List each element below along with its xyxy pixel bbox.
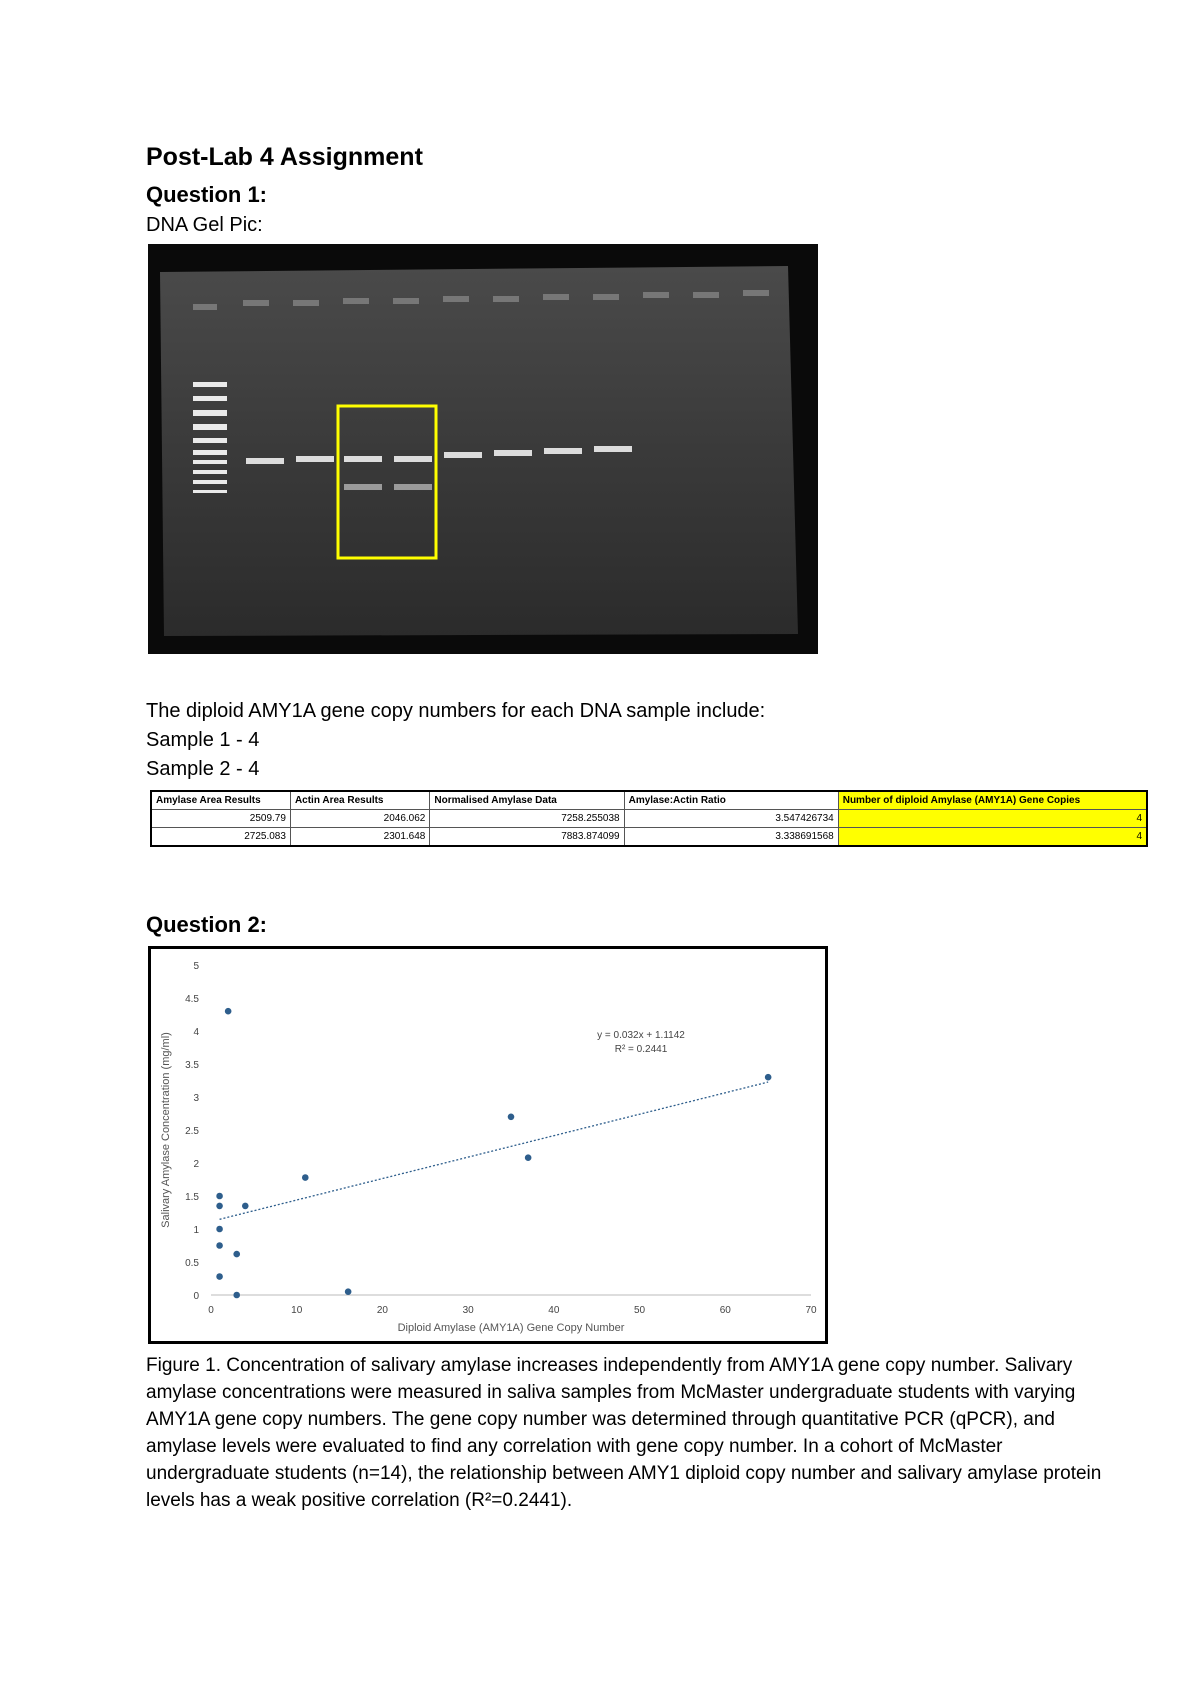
data-point (242, 1203, 249, 1210)
table-row (151, 828, 1147, 847)
x-tick-label: 20 (376, 1305, 388, 1316)
header-amylase-area: Amylase Area Results (151, 791, 290, 810)
copy-number-intro: The diploid AMY1A gene copy numbers for each DNA sample include: (146, 700, 766, 722)
y-tick-label: 2 (193, 1159, 199, 1170)
table-row (151, 810, 1147, 828)
x-tick-label: 10 (291, 1305, 303, 1316)
data-point (216, 1203, 223, 1210)
y-tick-label: 1.5 (185, 1192, 199, 1203)
x-tick-label: 60 (719, 1305, 731, 1316)
cell-gene-copies: 4 (838, 828, 1147, 847)
y-tick-label: 0.5 (185, 1258, 199, 1269)
header-actin-area: Actin Area Results (290, 791, 429, 810)
data-point (216, 1226, 223, 1233)
cell-amylase-area: 2509.79 (151, 810, 290, 828)
data-point (225, 1008, 232, 1015)
y-tick-label: 1 (193, 1225, 199, 1236)
sample-2-line: Sample 2 - 4 (146, 758, 260, 780)
x-axis-title: Diploid Amylase (AMY1A) Gene Copy Number (397, 1322, 625, 1334)
data-point (233, 1292, 240, 1299)
x-tick-label: 0 (208, 1305, 214, 1316)
question-1-heading: Question 1: (146, 182, 268, 207)
y-tick-label: 2.5 (185, 1126, 199, 1137)
cell-normalised-amylase: 7258.255038 (430, 810, 624, 828)
data-point (765, 1074, 772, 1081)
cell-actin-area: 2301.648 (290, 828, 429, 847)
data-point (302, 1174, 309, 1181)
x-tick-label: 40 (548, 1305, 560, 1316)
results-table (150, 790, 1148, 847)
y-tick-label: 3.5 (185, 1060, 199, 1071)
data-point (216, 1242, 223, 1249)
trendline (220, 1082, 769, 1219)
sample-1-line: Sample 1 - 4 (146, 729, 260, 751)
data-point (508, 1114, 515, 1121)
scatter-chart (151, 949, 825, 1341)
y-tick-label: 0 (193, 1291, 199, 1302)
chart-frame (148, 946, 828, 1344)
y-tick-label: 4.5 (185, 994, 199, 1005)
table-header-row (151, 791, 1147, 810)
dna-gel-image (148, 244, 818, 654)
y-axis-title: Salivary Amylase Concentration (mg/ml) (160, 1032, 172, 1228)
cell-amylase-area: 2725.083 (151, 828, 290, 847)
cell-gene-copies: 4 (838, 810, 1147, 828)
data-point (216, 1273, 223, 1280)
gel-label: DNA Gel Pic: (146, 214, 263, 236)
cell-normalised-amylase: 7883.874099 (430, 828, 624, 847)
figure-caption: Figure 1. Concentration of salivary amylase increases independently from AMY1A gene copy number. Salivary amylase concentrations were measured in saliva samples from McMaster undergraduate students with varying AMY1A gene copy numbers. The gene copy number was determined through quantitative PCR (qPCR), and amylase levels were evaluated to find any correlation with gene copy number. In a cohort of McMaster undergraduate students (n=14), the relationship between AMY1 diploid copy number and salivary amylase protein levels has a weak positive correlation (R²=0.2441). (146, 1355, 1102, 1511)
data-point (233, 1251, 240, 1258)
trendline-r2: R² = 0.2441 (614, 1044, 668, 1055)
x-tick-label: 50 (634, 1305, 646, 1316)
cell-actin-area: 2046.062 (290, 810, 429, 828)
y-tick-label: 4 (193, 1027, 199, 1038)
data-point (525, 1154, 532, 1161)
x-tick-label: 70 (805, 1305, 817, 1316)
cell-ratio: 3.547426734 (624, 810, 838, 828)
header-ratio: Amylase:Actin Ratio (624, 791, 838, 810)
header-gene-copies: Number of diploid Amylase (AMY1A) Gene Copies (838, 791, 1147, 810)
y-tick-label: 3 (193, 1093, 199, 1104)
cell-ratio: 3.338691568 (624, 828, 838, 847)
data-point (345, 1288, 352, 1295)
page-title: Post-Lab 4 Assignment (146, 143, 423, 171)
trendline-equation: y = 0.032x + 1.1142 (597, 1030, 685, 1041)
data-point (216, 1193, 223, 1200)
question-2-heading: Question 2: (146, 912, 268, 937)
y-tick-label: 5 (193, 961, 199, 972)
x-tick-label: 30 (462, 1305, 474, 1316)
header-normalised-amylase: Normalised Amylase Data (430, 791, 624, 810)
